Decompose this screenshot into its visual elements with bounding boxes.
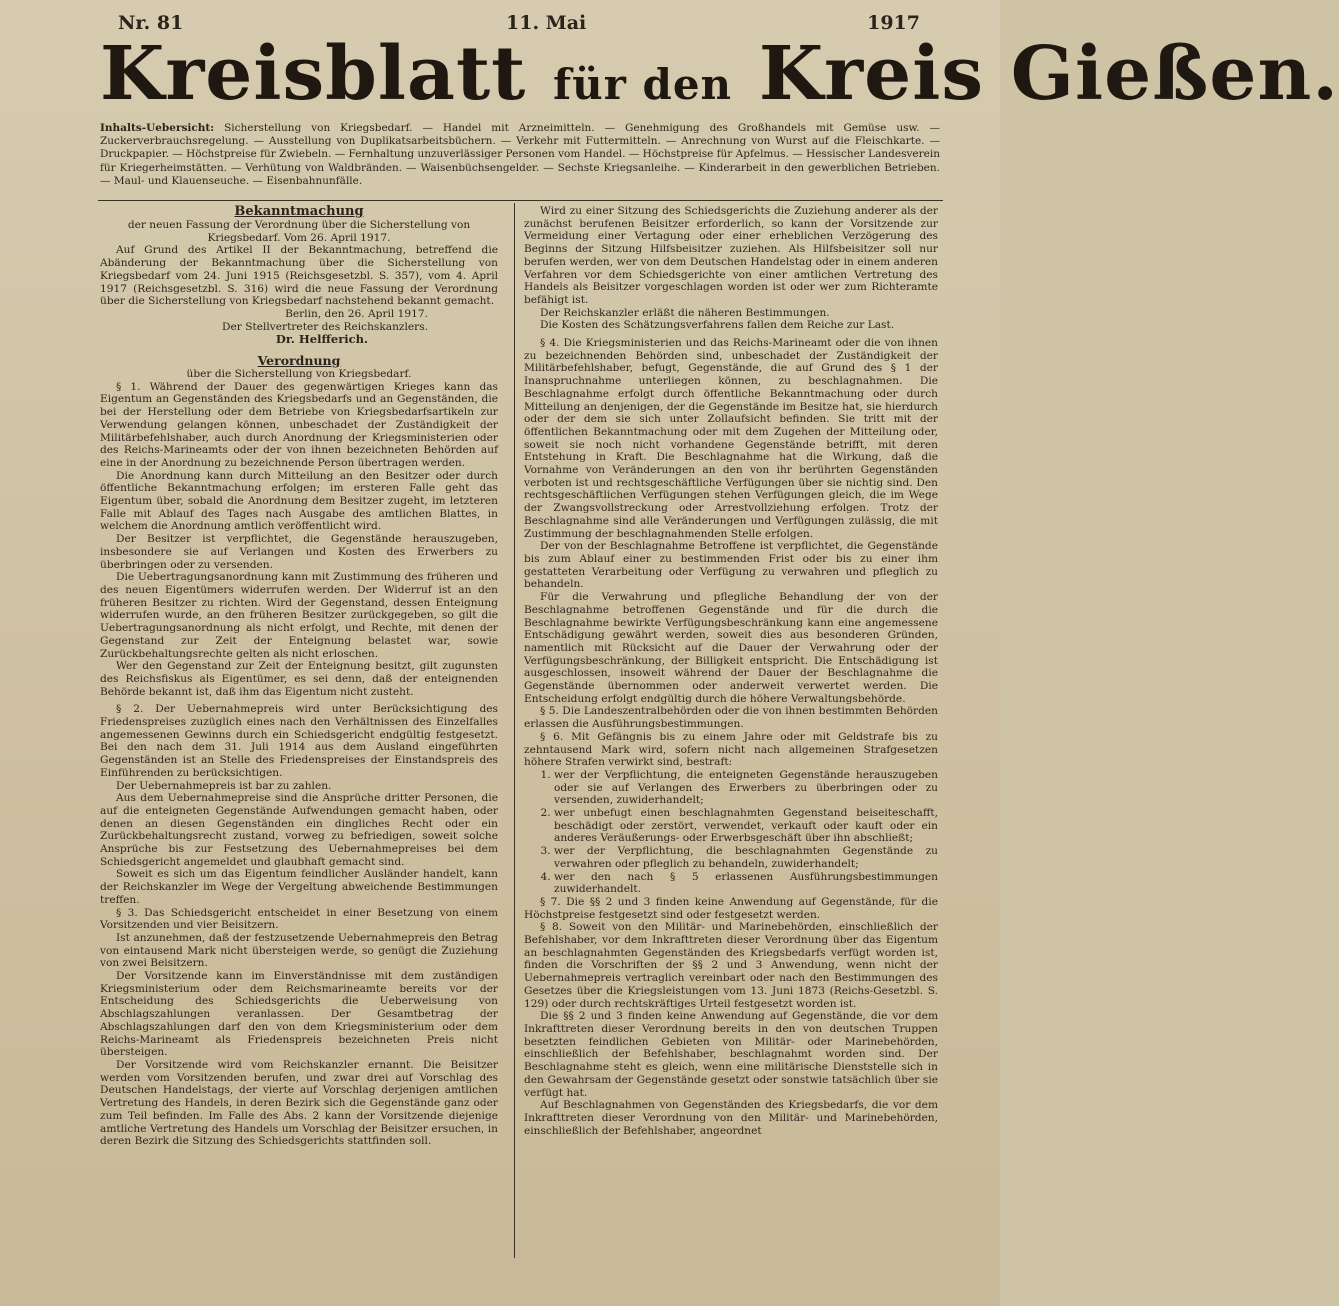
- paragraph: § 7. Die §§ 2 und 3 finden keine Anwendung auf Gegenstände, für die Höchstpreise festgesetzt sind oder festgesetzt werden.: [524, 895, 938, 921]
- paragraph: § 1. Während der Dauer des gegenwärtigen Krieges kann das Eigentum an Gegenständen des Kriegsbedarfs und an Gegenständen, die bei der Herstellung oder dem Betriebe von Kriegsbedarfsartikeln zur Verwendung gelangen können, unbeschadet der Zuständigkeit der Militärbefehlshaber, auch durch Anordnung der Kriegsministerien oder des Reichs-Marineamts oder der von ihnen bezeichneten Behörden auf eine in der Anordnung zu bezeichnende Person übertragen werden.: [100, 380, 498, 469]
- signature-role: Der Stellvertreter des Reichskanzlers.: [222, 320, 428, 333]
- paragraph: Die Kosten des Schätzungsverfahrens fallen dem Reiche zur Last.: [540, 319, 895, 332]
- paragraph: § 8. Soweit von den Militär- und Marinebehörden, einschließlich der Befehlshaber, vor dem Inkrafttreten dieser Verordnung über das Eigentum an beschlagnahmten Gegenständen des Kriegsbedarfs verfügt worden ist, finden die Vorschriften der §§ 2 und 3 Anwendung, wenn nicht der Uebernahmepreis vertraglich vereinbart oder nach den Bestimmungen des Gesetzes über die Kriegsleistungen vom 13. Juni 1873 (Reichs-Gesetzbl. S. 129) oder durch rechtskräftiges Urteil festgesetzt worden ist.: [524, 921, 938, 1010]
- paragraph: Die Anordnung kann durch Mitteilung an den Besitzer oder durch öffentliche Bekanntmachung erfolgen; im ersteren Falle geht das Eigentum über, sobald die Anordnung dem Besitzer zugeht, im letzteren Falle mit Ablauf des Tages nach Ausgabe des amtlichen Blattes, in welchem die Anordnung amtlich veröffentlicht wird.: [100, 469, 498, 533]
- penalty-list: [524, 769, 938, 896]
- paragraph: Der Uebernahmepreis ist bar zu zahlen.: [116, 779, 332, 792]
- paragraph: Aus dem Uebernahmepreise sind die Ansprüche dritter Personen, die auf die enteigneten Gegenstände Aufwendungen gemacht haben, oder denen an diesen Gegenständen ein dingliches Recht oder ein Zurückbehaltungsrecht zustand, vorweg zu befriedigen, soweit solche Ansprüche bis zur Festsetzung des Uebernahmepreises bei dem Schiedsgericht angemeldet und glaubhaft gemacht sind.: [100, 792, 498, 868]
- paragraph: Auf Beschlagnahmen von Gegenständen des Kriegsbedarfs, die vor dem Inkrafttreten dieser Verordnung von den Militär- und Marinebehörden, einschließlich der Befehlshaber, angeordnet: [524, 1099, 938, 1137]
- left-column: [100, 205, 498, 1148]
- ordinance-heading: Verordnung: [257, 353, 341, 369]
- column-divider: [514, 203, 515, 1258]
- paragraph: Soweit es sich um das Eigentum feindlicher Ausländer handelt, kann der Reichskanzler im Wege der Vergeltung abweichende Bestimmungen treffen.: [100, 868, 498, 906]
- issue-number: Nr. 81: [118, 12, 184, 34]
- signature-place-date: Berlin, den 26. April 1917.: [285, 307, 428, 320]
- paragraph: § 2. Der Uebernahmepreis wird unter Berücksichtigung des Friedenspreises zuzüglich eines nach den Verhältnissen des Einzelfalles angemessenen Gewinns durch ein Schiedsgericht endgültig festgesetzt. Bei den nach dem 31. Juli 1914 aus dem Ausland eingeführten Gegenständen ist an Stelle des Friedenspreises der Einstandspreis des Einführenden zu berücksichtigen.: [100, 703, 498, 779]
- masthead-word-fuer-den: für den: [553, 60, 733, 109]
- paragraph: § 3. Das Schiedsgericht entscheidet in einer Besetzung von einem Vorsitzenden und vier Beisitzern.: [100, 906, 498, 932]
- paragraph: Der von der Beschlagnahme Betroffene ist verpflichtet, die Gegenstände bis zum Ablauf einer zu bestimmenden Frist oder bis zu einer ihm gestatteten Verarbeitung oder Verfügung zu verwahren und pfleglich zu behandeln.: [524, 540, 938, 591]
- paragraph: Der Vorsitzende wird vom Reichskanzler ernannt. Die Beisitzer werden vom Vorsitzenden berufen, und zwar drei auf Vorschlag des Deutschen Handelstags, der vierte auf Vorschlag derjenigen amtlichen Vertretung des Handels, in deren Bezirk sich die Gegenstände ganz oder zum Teil befinden. Im Falle des Abs. 2 kann der Vorsitzende diejenige amtliche Vertretung des Handels um Vorschlag der Beisitzer ersuchen, in deren Bezirk die Sitzung des Schiedsgerichts stattfinden soll.: [100, 1059, 498, 1148]
- list-item: 4. wer den nach § 5 erlassenen Ausführungsbestimmungen zuwiderhandelt.: [554, 871, 938, 896]
- list-item: 2. wer unbefugt einen beschlagnahmten Gegenstand beiseiteschafft, beschädigt oder zerstört, verwendet, verkauft oder kauft oder ein anderes Veräußerungs- oder Erwerbsgeschäft über ihn abschließt;: [554, 807, 938, 845]
- notice-heading: Bekanntmachung: [234, 204, 364, 219]
- ordinance-subtitle: über die Sicherstellung von Kriegsbedarf.: [186, 368, 412, 381]
- right-column: [524, 205, 938, 1137]
- paragraph: Wird zu einer Sitzung des Schiedsgerichts die Zuziehung anderer als der zunächst berufenen Beisitzer erforderlich, so kann der Vorsitzende zur Vermeidung einer Vertagung oder einer erheblichen Verzögerung des Beginns der Sitzung Hilfsbeisitzer zuziehen. Als Hilfsbeisitzer soll nur berufen werden, wer von dem Deutschen Handelstag oder in einem anderen Verfahren vor dem Schiedsgerichte von einer amtlichen Vertretung des Handels als Beisitzer vorgeschlagen worden ist oder wer zum Richteramte befähigt ist.: [524, 205, 938, 306]
- masthead-word-kreis-giessen: Kreis Gießen.: [758, 31, 1339, 117]
- toc-text: Sicherstellung von Kriegsbedarf. — Handel mit Arzneimitteln. — Genehmigung des Großhandels mit Gemüse usw. — Zuckerverbrauchsregelung. — Ausstellung von Duplikatsarbeitsbüchern. — Verkehr mit Futtermitteln. — Anrechnung von Wurst auf die Fleischkarte. — Druckpapier. — Höchstpreise für Zwiebeln. — Fernhaltung unzuverlässiger Personen vom Handel. — Höchstpreise für Apfelmus. — Hessischer Landesverein für Kriegerheimstätten. — Verhütung von Waldbränden. — Waisenbüchsengelder. — Sechste Kriegsanleihe. — Kinderarbeit in den gewerblichen Betrieben. — Maul- und Klauenseuche. — Eisenbahnunfälle.: [100, 122, 940, 187]
- masthead-word-kreisblatt: Kreisblatt: [100, 31, 527, 117]
- paragraph: § 5. Die Landeszentralbehörden oder die von ihnen bestimmten Behörden erlassen die Ausführungsbestimmungen.: [524, 705, 938, 731]
- paragraph: Für die Verwahrung und pflegliche Behandlung der von der Beschlagnahme betroffenen Gegenstände und für die durch die Beschlagnahme bewirkte Verfügungsbeschränkung kann eine angemessene Entschädigung gewährt werden, soweit dies aus besonderen Gründen, namentlich mit Rücksicht auf die Dauer der Verwahrung oder der Verfügungsbeschränkung, der Billigkeit entspricht. Die Entschädigung ist ausgeschlossen, insoweit während der Dauer der Beschlagnahme die Gegenstände übernommen oder anderweit verwertet werden. Die Entscheidung erfolgt endgültig durch die höhere Verwaltungsbehörde.: [524, 591, 938, 705]
- paragraph: Die Uebertragungsanordnung kann mit Zustimmung des früheren und des neuen Eigentümers widerrufen werden. Der Widerruf ist an den früheren Besitzer zu richten. Wird der Gegenstand, dessen Enteignung widerrufen wurde, an den früheren Besitzer zurückgegeben, so gilt die Uebertragungsanordnung als nicht erfolgt, und Rechte, mit denen der Gegenstand zur Zeit der Enteignung belastet war, sowie Zurückbehaltungsrechte gelten als nicht erloschen.: [100, 571, 498, 660]
- paragraph: Ist anzunehmen, daß der festzusetzende Uebernahmepreis den Betrag von eintausend Mark nicht übersteigen werde, so genügt die Zuziehung von zwei Beisitzern.: [100, 931, 498, 970]
- notice-subtitle: der neuen Fassung der Verordnung über die Sicherstellung von Kriegsbedarf. Vom 26. April 1917.: [127, 219, 471, 244]
- paragraph: Wer den Gegenstand zur Zeit der Enteignung besitzt, gilt zugunsten des Reichsfiskus als Eigentümer, es sei denn, daß der enteignenden Behörde bekannt ist, daß ihm das Eigentum nicht zusteht.: [100, 660, 498, 698]
- paragraph: § 4. Die Kriegsministerien und das Reichs-Marineamt oder die von ihnen zu bezeichnenden Behörden sind, unbeschadet der Zuständigkeit der Militärbefehlshaber, befugt, Gegenstände, die auf Grund des § 1 der Inanspruchnahme unterliegen können, zu beschlagnahmen. Die Beschlagnahme erfolgt durch öffentliche Bekanntmachung oder durch Mitteilung an denjenigen, der die Gegenstände im Besitze hat, sie hierdurch oder der dem sie sich unter Zollaufsicht befinden. Sie tritt mit der öffentlichen Bekanntmachung oder mit dem Zugehen der Mitteilung oder, soweit sie noch nicht vorhandene Gegenstände betrifft, mit deren Entstehung in Kraft. Die Beschlagnahme hat die Wirkung, daß die Vornahme von Veränderungen an den von ihr berührten Gegenständen verboten ist und rechtsgeschäftliche Verfügungen über sie nichtig sind. Den rechtsgeschäftlichen Verfügungen stehen Verfügungen gleich, die im Wege der Zwangsvollstreckung oder Arrestvollziehung erfolgen. Trotz der Beschlagnahme sind alle Veränderungen und Verfügungen zulässig, die mit Zustimmung der beschlagnahmenden Stelle erfolgen.: [524, 337, 938, 540]
- paragraph: Der Besitzer ist verpflichtet, die Gegenstände herauszugeben, insbesondere sie auf Verlangen und Kosten des Erwerbers zu überbringen oder zu versenden.: [100, 533, 498, 571]
- paragraph: Der Vorsitzende kann im Einverständnisse mit dem zuständigen Kriegsministerium oder dem Reichsmarineamte bereits vor der Entscheidung des Schiedsgerichts die Ueberweisung von Abschlagszahlungen veranlassen. Der Gesamtbetrag der Abschlagszahlungen darf den von dem Kriegsministerium oder dem Reichs-Marineamt als Friedenspreis bezeichneten Preis nicht übersteigen.: [100, 970, 498, 1059]
- toc-lead: Inhalts-Uebersicht:: [100, 122, 215, 134]
- issue-year: 1917: [867, 12, 920, 34]
- list-item: 1. wer der Verpflichtung, die enteigneten Gegenstände herauszugeben oder sie auf Verlangen des Erwerbers zu überbringen oder zu versenden, zuwiderhandelt;: [554, 769, 938, 807]
- divider-top: [98, 200, 943, 201]
- issue-date: 11. Mai: [506, 12, 587, 34]
- paragraph: Der Reichskanzler erläßt die näheren Bestimmungen.: [540, 306, 830, 319]
- list-item: 3. wer der Verpflichtung, die beschlagnahmten Gegenstände zu verwahren oder pfleglich zu behandeln, zuwiderhandelt;: [554, 845, 938, 870]
- masthead-title: [100, 28, 1339, 120]
- paragraph: Die §§ 2 und 3 finden keine Anwendung auf Gegenstände, die vor dem Inkrafttreten dieser Verordnung bereits in den von deutschen Truppen besetzten feindlichen Gebieten von Militär- oder Marinebehörden, einschließlich der Befehlshaber, beschlagnahmt worden sind. Der Beschlagnahme steht es gleich, wenn eine militärische Dienststelle sich in den Gewahrsam der Gegenstände gesetzt oder sonstwie tatsächlich über sie verfügt hat.: [524, 1010, 938, 1099]
- paragraph: § 6. Mit Gefängnis bis zu einem Jahre oder mit Geldstrafe bis zu zehntausend Mark wird, sofern nicht nach allgemeinen Strafgesetzen höhere Strafen verwirkt sind, bestraft:: [524, 730, 938, 769]
- paragraph: Auf Grund des Artikel II der Bekanntmachung, betreffend die Abänderung der Bekanntmachung über die Sicherstellung von Kriegsbedarf vom 24. Juni 1915 (Reichsgesetzbl. S. 357), vom 4. April 1917 (Reichsgesetzbl. S. 316) wird die neue Fassung der Verordnung über die Sicherstellung von Kriegsbedarf nachstehend bekannt gemacht.: [100, 244, 498, 308]
- table-of-contents: [100, 122, 940, 188]
- signature-name: Dr. Helfferich.: [275, 332, 368, 347]
